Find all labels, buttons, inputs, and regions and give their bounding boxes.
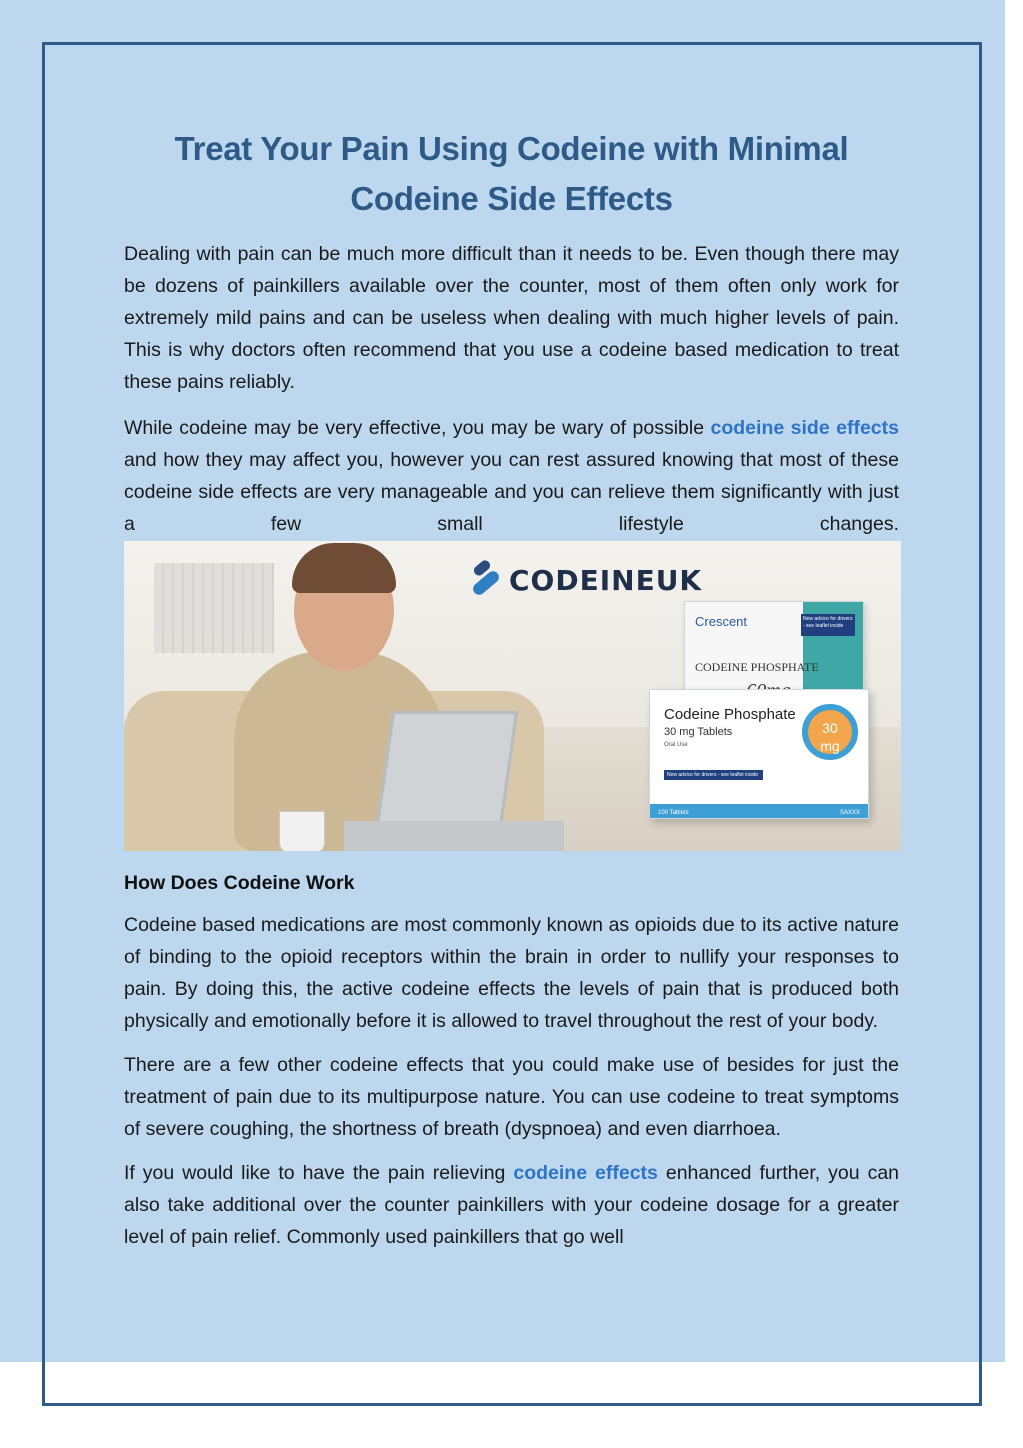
paragraph-side-effects (124, 412, 899, 540)
paragraph-other-effects: There are a few other codeine effects that you could make use of besides for just the treatment of pain due to its multipurpose nature. You can use codeine to treat symptoms of severe coughing, the shortness of breath (dyspnoea) and even diarrhoea. (124, 1054, 899, 1140)
box2-badge-unit: mg (820, 738, 840, 754)
paragraph-enhanced-text-after: enhanced further, you can also take additional over the counter painkillers with your codeine dosage for a greater level of pain relief. Commonly used painkillers that go well (124, 1162, 900, 1248)
box2-dose: 30 mg Tablets (664, 726, 733, 738)
page-title: Treat Your Pain Using Codeine with Minimal Codeine Side Effects (174, 130, 849, 217)
box2-count: 100 Tablets (658, 810, 689, 816)
codeine-30mg-box (649, 689, 869, 819)
banner-laptop-base (344, 821, 564, 851)
codeine-effects-link[interactable]: codeine effects (513, 1162, 658, 1184)
box2-notice: New advice for drivers - see leaflet inside (664, 770, 763, 780)
box1-notice: New advice for drivers - see leaflet inside (801, 614, 855, 636)
pill-logo-icon (469, 563, 503, 597)
document-content (124, 124, 899, 1253)
paragraph-side-effects-text-after: and how they may affect you, however you can rest assured knowing that most of these codeine side effects are very manageable and you can relieve them significantly with just a few small lifestyle changes. (124, 449, 899, 535)
box2-badge-number: 30 (822, 720, 838, 736)
codeine-side-effects-link[interactable]: codeine side effects (710, 417, 899, 439)
codeineuk-logo-text: CODEINEUK (509, 563, 703, 597)
box1-brand-logo: Crescent (695, 614, 748, 629)
paragraph-enhanced-text-before: If you would like to have the pain relieving (124, 1162, 514, 1184)
box2-code: SAXXX (839, 810, 860, 816)
box1-product-name: CODEINE PHOSPHATE (695, 660, 819, 674)
codeineuk-banner-image (124, 541, 901, 851)
banner-mug (279, 811, 325, 851)
box2-route: Oral Use (664, 742, 688, 748)
section-heading-how-codeine-works: How Does Codeine Work (124, 872, 355, 894)
paragraph-opioids: Codeine based medications are most commonly known as opioids due to its active nature of binding to the opioid receptors within the brain in order to nullify your responses to pain. By doing this, the active codeine effects the levels of pain that is produced both physically and emotionally before it is allowed to travel throughout the rest of your body. (124, 914, 899, 1032)
codeineuk-logo (469, 563, 702, 597)
banner-laptop-screen (376, 711, 518, 827)
paragraph-enhanced-effects (124, 1157, 899, 1253)
banner-shelf (154, 563, 274, 653)
paragraph-intro: Dealing with pain can be much more difficult than it needs to be. Even though there may be dozens of painkillers available over the counter, most of them often only work for extremely mild pains and can be useless when dealing with much higher levels of pain. This is why doctors often recommend that you use a codeine based medication to treat these pains reliably. (124, 243, 899, 393)
box2-product-name: Codeine Phosphate (664, 706, 796, 723)
box2-dose-badge (802, 704, 858, 760)
paragraph-side-effects-text-before: While codeine may be very effective, you may be wary of possible (124, 417, 711, 439)
